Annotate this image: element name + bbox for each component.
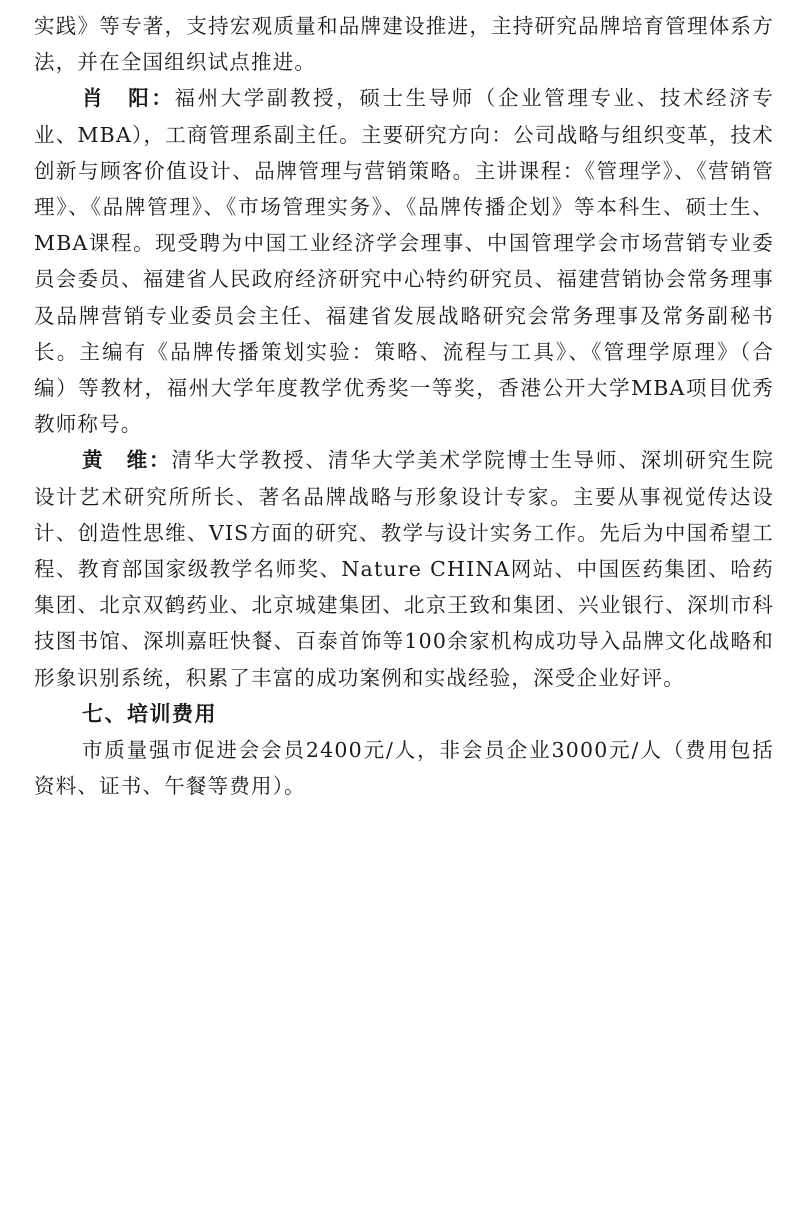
- bio-name-xiao-yang: 肖 阳：: [82, 86, 175, 111]
- bio-text-xiao-yang: 福州大学副教授，硕士生导师（企业管理专业、技术经济专业、MBA），工商管理系副主任。主要研究方向：公司战略与组织变革，技术创新与顾客价值设计、品牌管理与营销策略。主讲课程：《管理学》、《营销管理》、《品牌管理》、《市场管理实务》、《品牌传播企划》等本科生、硕士生、MBA课程。现受聘为中国工业经济学会理事、中国管理学会市场营销专业委员会委员、福建省人民政府经济研究中心特约研究员、福建营销协会常务理事及品牌营销专业委员会主任、福建省发展战略研究会常务理事及常务副秘书长。主编有《品牌传播策划实验：策略、流程与工具》、《管理学原理》（合编）等教材，福州大学年度教学优秀奖一等奖，香港公开大学MBA项目优秀教师称号。: [34, 86, 774, 437]
- section-heading-training-fee: 七、培训费用: [82, 700, 217, 726]
- bio-huang-wei: [34, 442, 774, 695]
- bio-xiao-yang: [34, 80, 774, 442]
- bio-text-huang-wei: 清华大学教授、清华大学美术学院博士生导师、深圳研究生院设计艺术研究所所长、著名品牌战略与形象设计专家。主要从事视觉传达设计、创造性思维、VIS方面的研究、教学与设计实务工作。先后为中国希望工程、教育部国家级教学名师奖、Nature CHINA网站、中国医药集团、哈药集团、北京双鹤药业、北京城建集团、北京王致和集团、兴业银行、深圳市科技图书馆、深圳嘉旺快餐、百泰首饰等100余家机构成功导入品牌文化战略和形象识别系统，积累了丰富的成功案例和实战经验，深受企业好评。: [34, 448, 774, 690]
- document-page: [34, 8, 774, 804]
- bio-name-huang-wei: 黄 维：: [82, 448, 172, 473]
- training-fee-text: 市质量强市促进会会员2400元/人，非会员企业3000元/人（费用包括资料、证书、午餐等费用）。: [34, 738, 774, 799]
- paragraph-continuation: 实践》等专著，支持宏观质量和品牌建设推进，主持研究品牌培育管理体系方法，并在全国组织试点推进。: [34, 14, 774, 75]
